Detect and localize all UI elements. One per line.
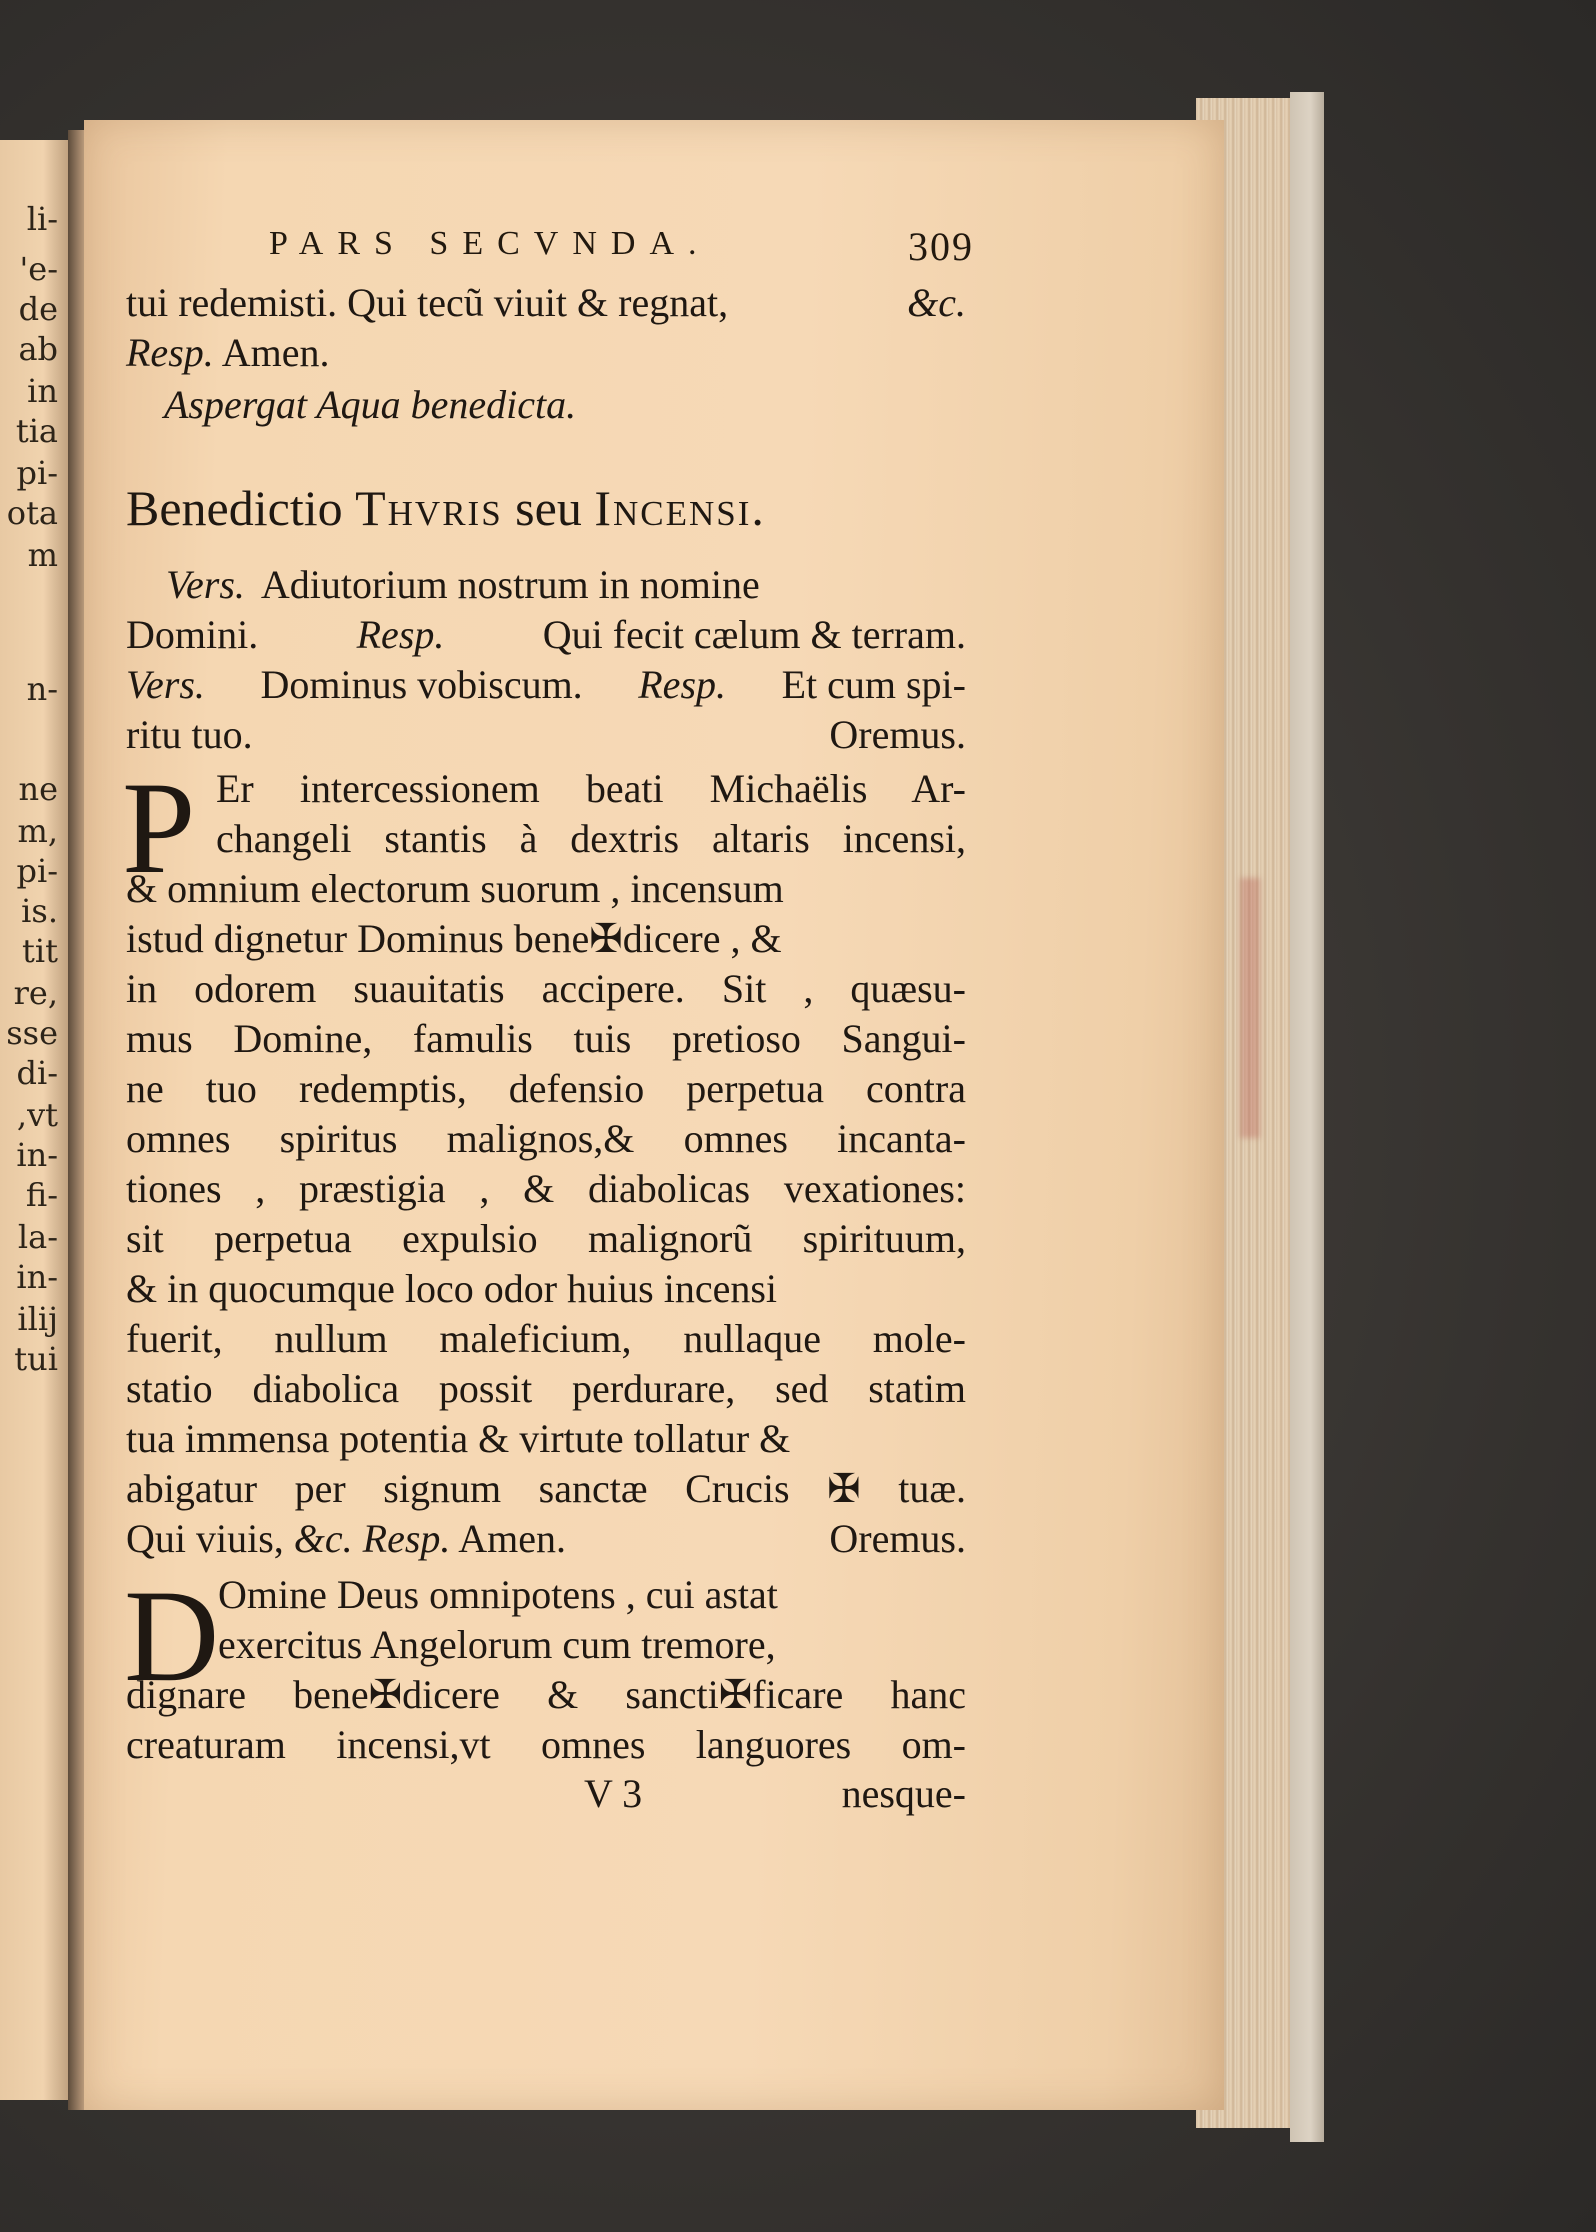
text-line [218,1572,966,1618]
text-span: istud dignetur Dominus bene✠dicere , & [126,916,782,961]
facing-page-fragment-text: ilij [17,1300,58,1338]
rubric-abbrev: Resp. [356,612,445,657]
text-line [126,1166,966,1212]
text-line [126,866,966,912]
text-span: ne tuo redemptis, defensio perpetua contra [126,1066,966,1111]
rubric-abbrev: Resp. [362,1516,451,1561]
text-line [126,1416,966,1462]
text-line [126,280,966,326]
section-heading [126,480,966,536]
text-line [126,1216,966,1262]
drop-capital: D [124,1562,220,1709]
text-line [126,916,966,962]
text-span: statio diabolica possit perdurare, sed statim [126,1366,966,1411]
facing-page-fragment-text: re, [13,974,58,1012]
facing-page-fragment-text: n- [26,670,58,708]
facing-page-fragment-text: tui [14,1340,58,1378]
catchword: nesque- [841,1771,966,1816]
text-line [126,1016,966,1062]
text-span: Amen. [458,1516,566,1561]
text-span: Domini. [126,612,259,657]
text-span: dignare bene✠dicere & sancti✠ficare hanc [126,1672,966,1717]
facing-page-fragment-text: pi- [16,454,58,492]
facing-page-fragment-text: in- [16,1258,58,1296]
text-span [261,562,966,608]
text-line [126,1316,966,1362]
text-line [126,1722,966,1768]
drop-capital: P [122,754,196,901]
heading-word: Incensi. [594,480,766,536]
signature-mark: V 3 [584,1771,643,1816]
rubric-abbrev: Resp. [126,330,214,375]
facing-page-fragment-text: ab [18,330,58,368]
text-line [126,330,966,376]
text-span: omnes spiritus malignos,& omnes incanta- [126,1116,966,1161]
text-span: changeli stantis à dextris altaris incensi, [216,816,966,861]
text-span: mus Domine, famulis tuis pretioso Sangui- [126,1016,966,1061]
text-span: Qui fecit cælum & terram. [542,612,966,657]
text-span: & in quocumque loco odor huius incensi [126,1266,778,1311]
text-span: Dominus vobiscum. [260,662,583,707]
text-span: in odorem suauitatis accipere. Sit , quæsu- [126,966,966,1011]
heading-word: Thvris [355,480,503,536]
text-line [216,816,966,862]
facing-page-fragment-text: sse [6,1014,58,1052]
rubric-abbrev: Resp. [638,662,727,707]
text-span: tua immensa potentia & virtute tollatur & [126,1416,791,1461]
text-line [216,766,966,812]
facing-page-fragment-text: fi- [25,1176,58,1214]
text-line [126,612,966,658]
page-footer [126,1770,966,1816]
text-line [126,1672,966,1718]
text-line [126,966,966,1012]
facing-page-fragment-text: li- [26,200,58,238]
text-span [126,1516,566,1562]
text-span: Omine Deus omnipotens , cui astat [218,1572,778,1617]
red-edge-stain [1240,878,1260,1138]
facing-page-fragment-text: de [18,290,58,328]
facing-page-fragment-text: m, [17,812,58,850]
text-line [126,1266,966,1312]
text-span: Adiutorium nostrum in nomine [260,562,760,607]
facing-page-fragment [0,140,74,2100]
running-title: PARS SECVNDA. [269,225,711,262]
text-span: &c. [907,280,966,325]
text-span: abigatur per signum sanctæ Crucis ✠ tuæ. [126,1466,966,1511]
rubric-line [164,382,1004,428]
heading-word: Benedictio [126,480,343,536]
text-line [126,1066,966,1112]
heading-word: seu [515,480,582,536]
facing-page-fragment-text: ota [6,494,58,532]
facing-page-fragment-text: m [27,536,58,574]
text-span: Amen. [221,330,330,375]
text-line [126,1466,966,1512]
text-span: Et cum spi- [781,662,966,707]
rubric-abbrev: Vers. [126,662,205,707]
text-span: Er intercessionem beati Michaëlis Ar- [216,766,966,811]
text-line [126,1516,966,1562]
vellum-cover-edge [1290,92,1324,2142]
facing-page-fragment-text: 'e- [19,250,58,288]
rubric-text: Aspergat Aqua benedicta. [164,382,577,427]
text-line [126,662,966,708]
text-span: creaturam incensi,vt omnes languores om- [126,1722,966,1767]
facing-page-fragment-text: in [27,372,58,410]
text-span: tui redemisti. Qui tecũ viuit & regnat, [126,280,729,325]
facing-page-fragment-text: ne [18,770,58,808]
facing-page-fragment-text: tia [15,412,58,450]
facing-page-fragment-text: in- [16,1136,58,1174]
text-span: sit perpetua expulsio malignorũ spirituum, [126,1216,966,1261]
text-span: fuerit, nullum maleficium, nullaque mole- [126,1316,966,1361]
text-line [126,712,966,758]
text-span: Oremus. [829,712,966,757]
text-span: &c. [293,1516,353,1561]
facing-page-fragment-text: di- [16,1054,58,1092]
text-span: Oremus. [829,1516,966,1561]
facing-page-fragment-text: ,vt [16,1096,58,1134]
text-line [218,1622,966,1668]
text-span: ritu tuo. [126,712,253,757]
text-span: Qui viuis, [126,1516,284,1561]
text-line [166,562,966,608]
text-span: tiones , præstigia , & diabolicas vexationes: [126,1166,966,1211]
text-line [126,1366,966,1412]
text-line [126,1116,966,1162]
facing-page-fragment-text: tit [22,932,58,970]
facing-page-fragment-text: is. [21,892,58,930]
page-number: 309 [908,224,974,269]
text-span: exercitus Angelorum cum tremore, [218,1622,776,1667]
rubric-abbrev: Vers. [166,562,245,607]
facing-page-fragment-text: pi- [16,852,58,890]
text-span: & omnium electorum suorum , incensum [126,866,784,911]
facing-page-fragment-text: la- [17,1218,58,1256]
